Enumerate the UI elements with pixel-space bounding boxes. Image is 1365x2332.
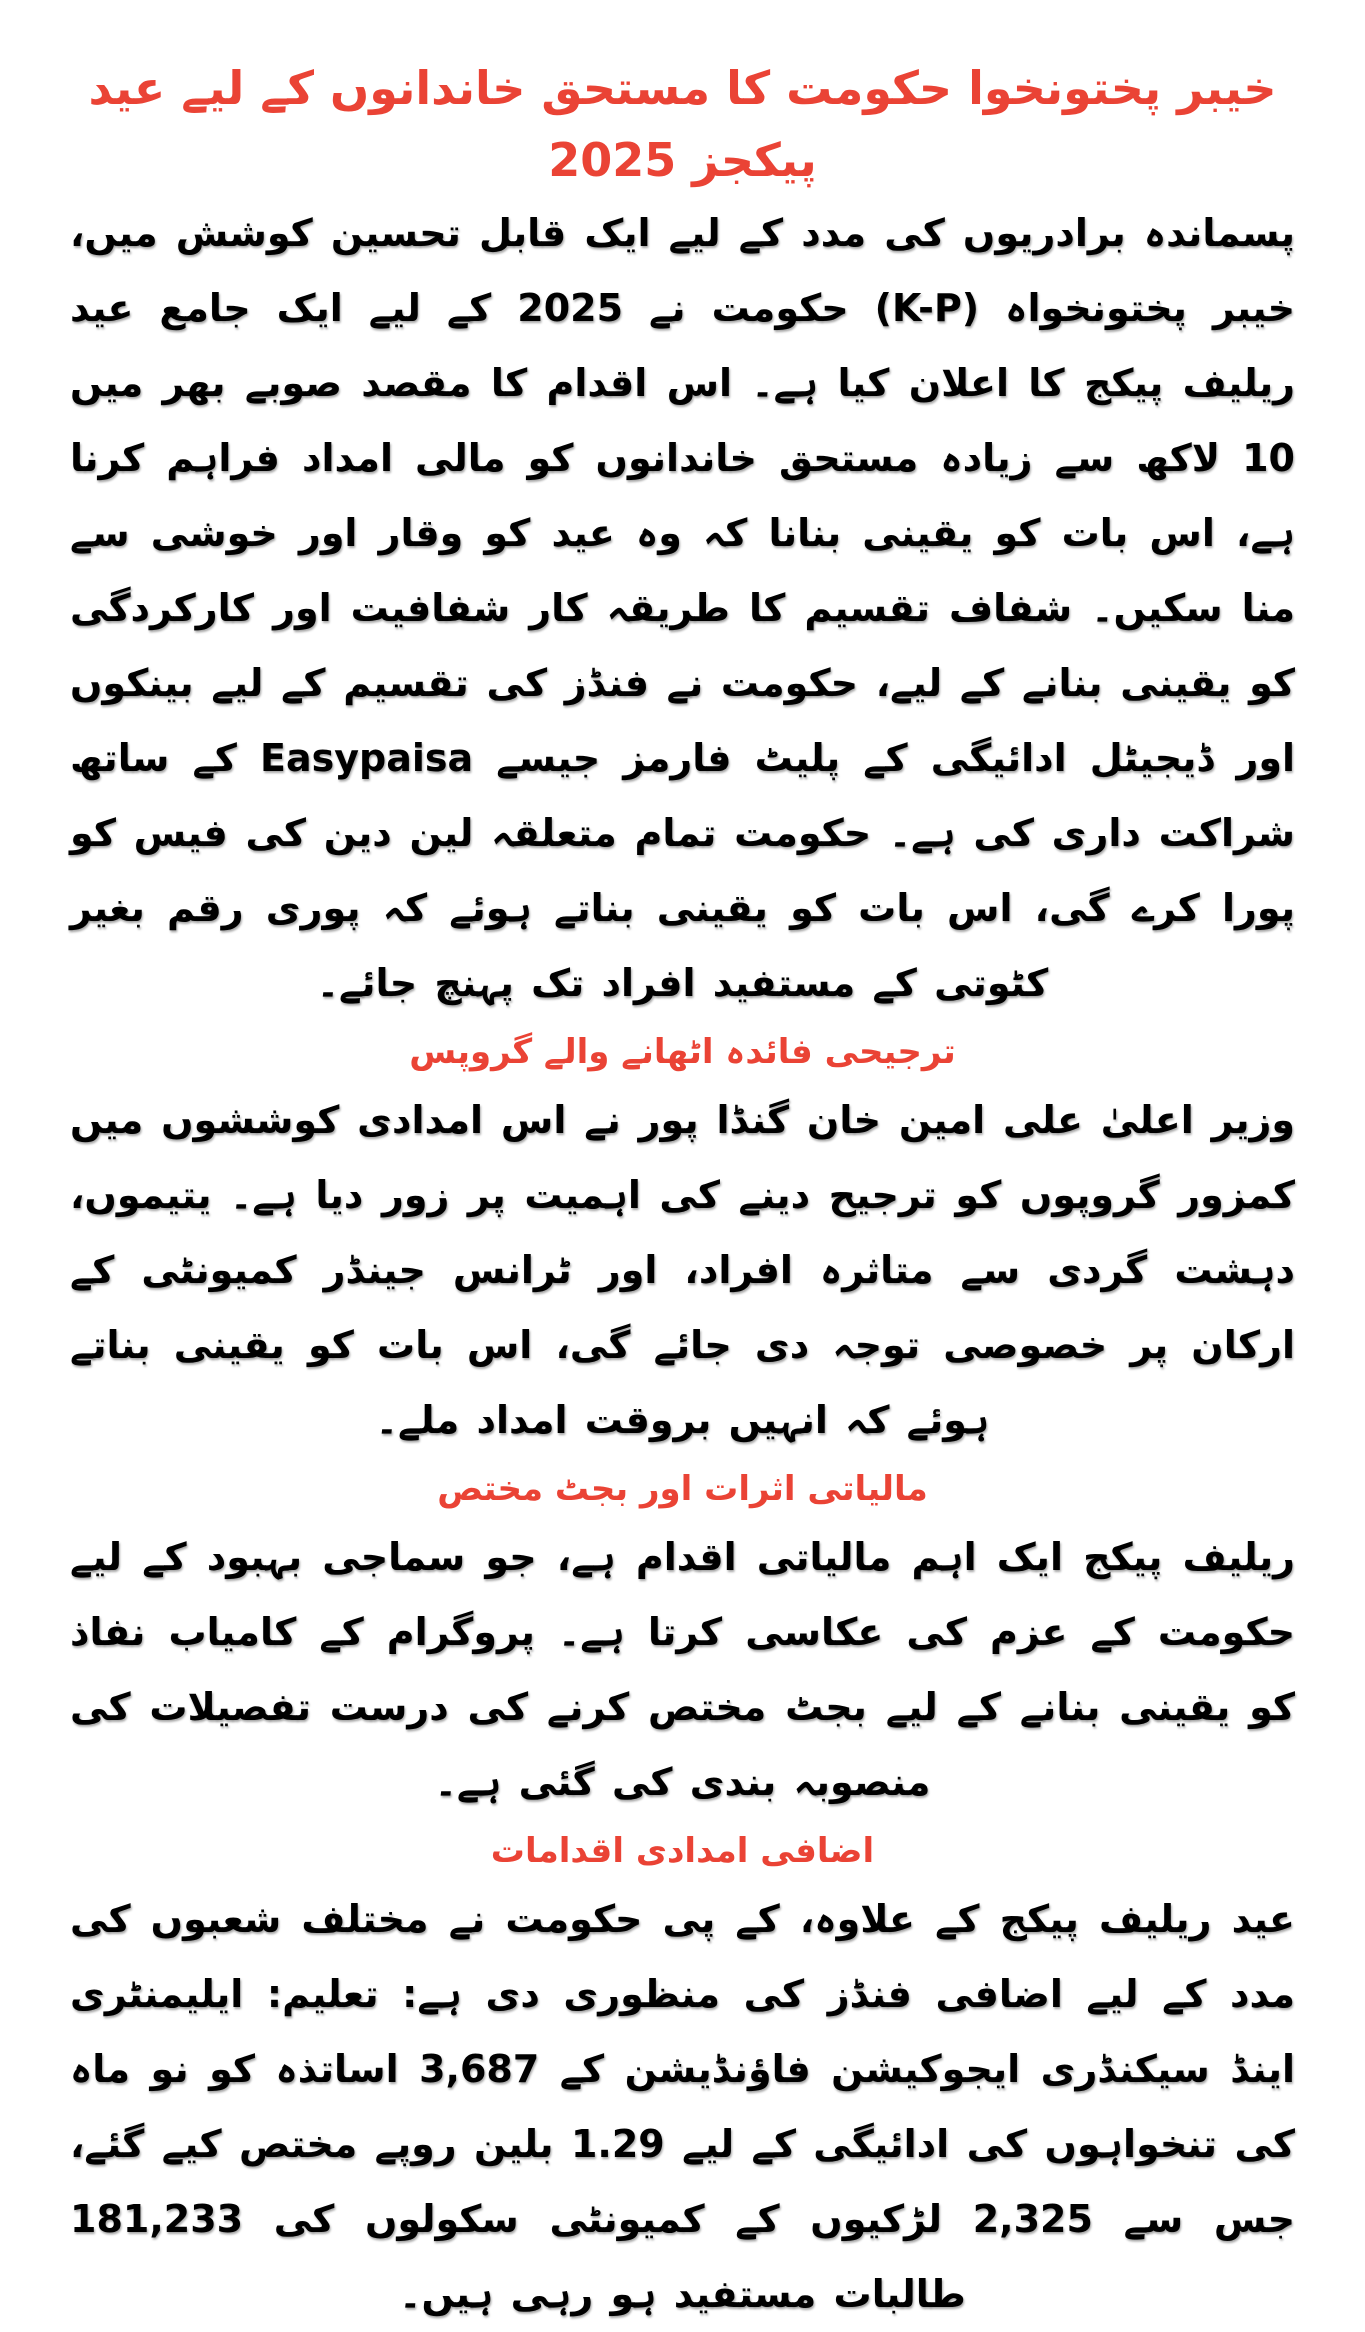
section-heading-priority-groups: ترجیحی فائدہ اٹھانے والے گروپس — [409, 1032, 956, 1072]
section-heading-additional-measures: اضافی امدادی اقدامات — [490, 1831, 875, 1871]
financial-impact-paragraph: ریلیف پیکج ایک اہم مالیاتی اقدام ہے، جو سماجی بہبود کے لیے حکومت کے عزم کی عکاسی کرتا ہے۔ پروگرام کے کامیاب نفاذ کو یقینی بنانے کے لیے بجٹ مختص کرنے کی درست تفصیلات کی منصوبہ بندی کی گئی ہے۔ — [70, 1535, 1295, 1804]
priority-groups-paragraph: وزیر اعلیٰ علی امین خان گنڈا پور نے اس امدادی کوششوں میں کمزور گروپوں کو ترجیح دینے کی اہمیت پر زور دیا ہے۔ یتیموں، دہشت گردی سے متاثرہ افراد، اور ٹرانس جینڈر کمیونٹی کے ارکان پر خصوصی توجہ دی جائے گی، اس بات کو یقینی بناتے ہوئے کہ انہیں بروقت امداد ملے۔ — [70, 1098, 1295, 1442]
additional-measures-paragraph: عید ریلیف پیکج کے علاوہ، کے پی حکومت نے مختلف شعبوں کی مدد کے لیے اضافی فنڈز کی منظوری دی ہے: تعلیم: ایلیمنٹری اینڈ سیکنڈری ایجوکیشن فاؤنڈیشن کے 3,687 اساتذہ کو نو ماہ کی تنخواہوں کی ادائیگی کے لیے 1.29 بلین روپے مختص کیے گئے، جس سے 2,325 لڑکیوں کے کمیونٹی سکولوں کی 181,233 طالبات مستفید ہو رہی ہیں۔ — [70, 1897, 1295, 2316]
intro-paragraph: پسماندہ برادریوں کی مدد کے لیے ایک قابل تحسین کوشش میں، خیبر پختونخواہ (K-P) حکومت نے 2025 کے لیے ایک جامع عید ریلیف پیکج کا اعلان کیا ہے۔ اس اقدام کا مقصد صوبے بھر میں 10 لاکھ سے زیادہ مستحق خاندانوں کو مالی امداد فراہم کرنا ہے، اس بات کو یقینی بنانا کہ وہ عید کو وقار اور خوشی سے منا سکیں۔ شفاف تقسیم کا طریقہ کار شفافیت اور کارکردگی کو یقینی بنانے کے لیے، حکومت نے فنڈز کی تقسیم کے لیے بینکوں اور ڈیجیٹل ادائیگی کے پلیٹ فارمز جیسے Easypaisa کے ساتھ شراکت داری کی ہے۔ حکومت تمام متعلقہ لین دین کی فیس کو پورا کرے گی، اس بات کو یقینی بناتے ہوئے کہ پوری رقم بغیر کٹوتی کے مستفید افراد تک پہنچ جائے۔ — [70, 211, 1296, 1005]
section-heading-financial-impact: مالیاتی اثرات اور بجٹ مختص — [437, 1469, 928, 1509]
article-title: خیبر پختونخوا حکومت کا مستحق خاندانوں کے لیے عید پیکجز 2025 — [88, 61, 1277, 187]
